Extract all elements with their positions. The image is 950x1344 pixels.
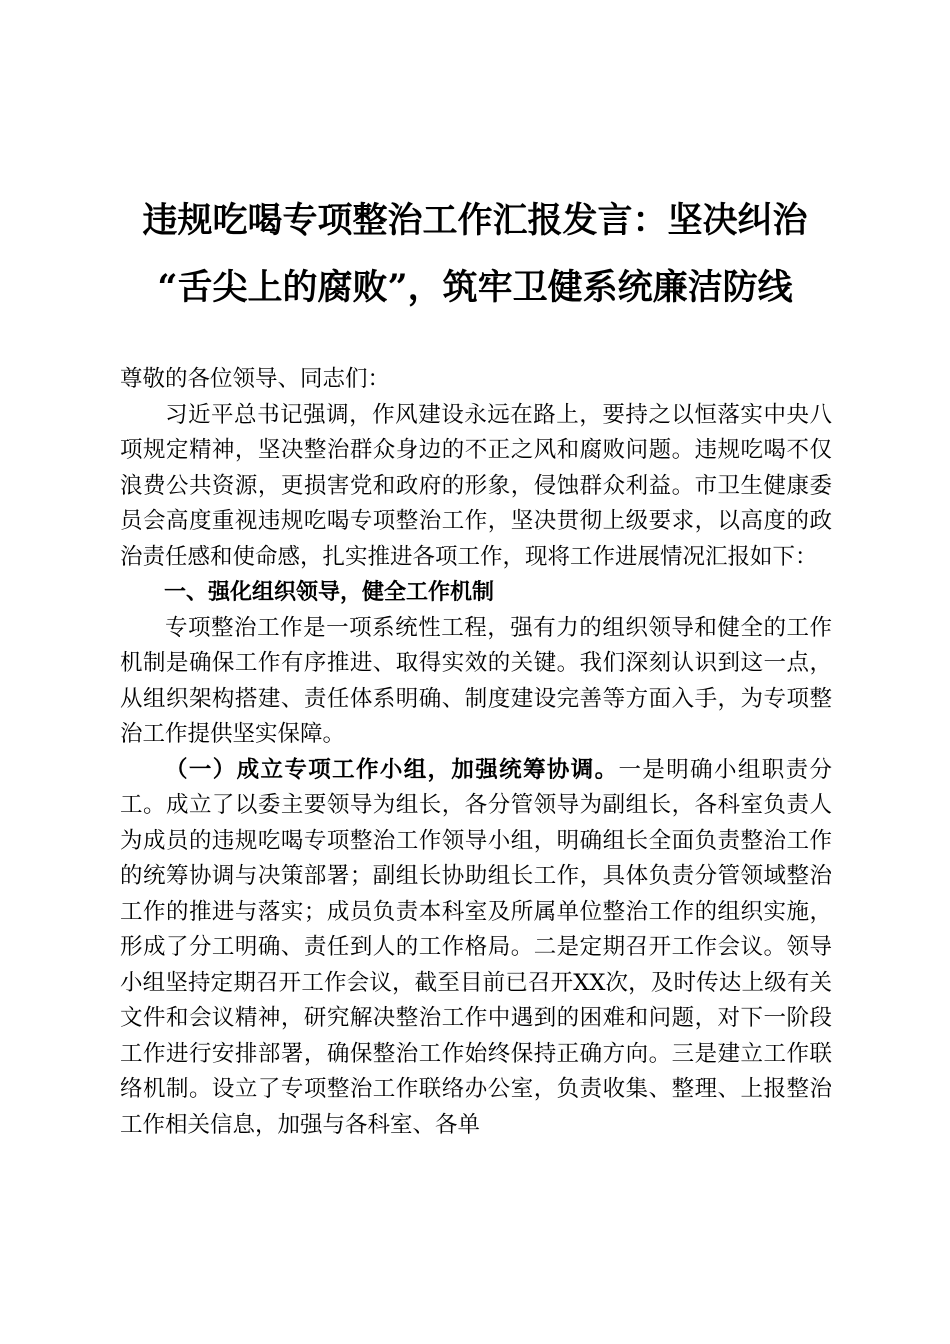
section-1-heading: 一、强化组织领导，健全工作机制 [164,580,495,605]
subsection-1-text: 一是明确小组职责分工。成立了以委主要领导为组长，各分管领导为副组长，各科室负责人为成员的违规吃喝专项整治工作领导小组，明确组长全面负责整治工作的统筹协调与决策部署；副组长协助组长工作，具体负责分管领域整治工作的推进与落实；成员负责本科室及所属单位整治工作的组织实施，形成了分工明确、责任到人的工作格局。二是定期召开工作会议。领导小组坚持定期召开工作会议，截至目前已召开XX次，及时传达上级有关文件和会议精神，研究解决整治工作中遇到的困难和问题，对下一阶段工作进行安排部署，确保整治工作始终保持正确方向。三是建立工作联络机制。设立了专项整治工作联络办公室，负责收集、整理、上报整治工作相关信息，加强与各科室、各单 [120,756,832,1138]
document-title-line-1: 违规吃喝专项整治工作汇报发言：坚决纠治 [142,200,808,241]
section-1-paragraph: 专项整治工作是一项系统性工程，强有力的组织领导和健全的工作机制是确保工作有序推进、取得实效的关键。我们深刻认识到这一点，从组织架构搭建、责任体系明确、制度建设完善等方面入手，为专项整治工作提供坚实保障。 [120,614,832,747]
intro-paragraph: 习近平总书记强调，作风建设永远在路上，要持之以恒落实中央八项规定精神，坚决整治群众身边的不正之风和腐败问题。违规吃喝不仅浪费公共资源，更损害党和政府的形象，侵蚀群众利益。市卫生健康委员会高度重视违规吃喝专项整治工作，坚决贯彻上级要求，以高度的政治责任感和使命感，扎实推进各项工作，现将工作进展情况汇报如下： [120,401,832,570]
subsection-1-heading: （一）成立专项工作小组，加强统筹协调。 [165,756,619,783]
document-title-line-2: “舌尖上的腐败”，筑牢卫健系统廉洁防线 [157,267,793,308]
document-body [120,362,832,1143]
salutation: 尊敬的各位领导、同志们： [120,366,391,392]
subsection-1-paragraph [120,753,832,1144]
